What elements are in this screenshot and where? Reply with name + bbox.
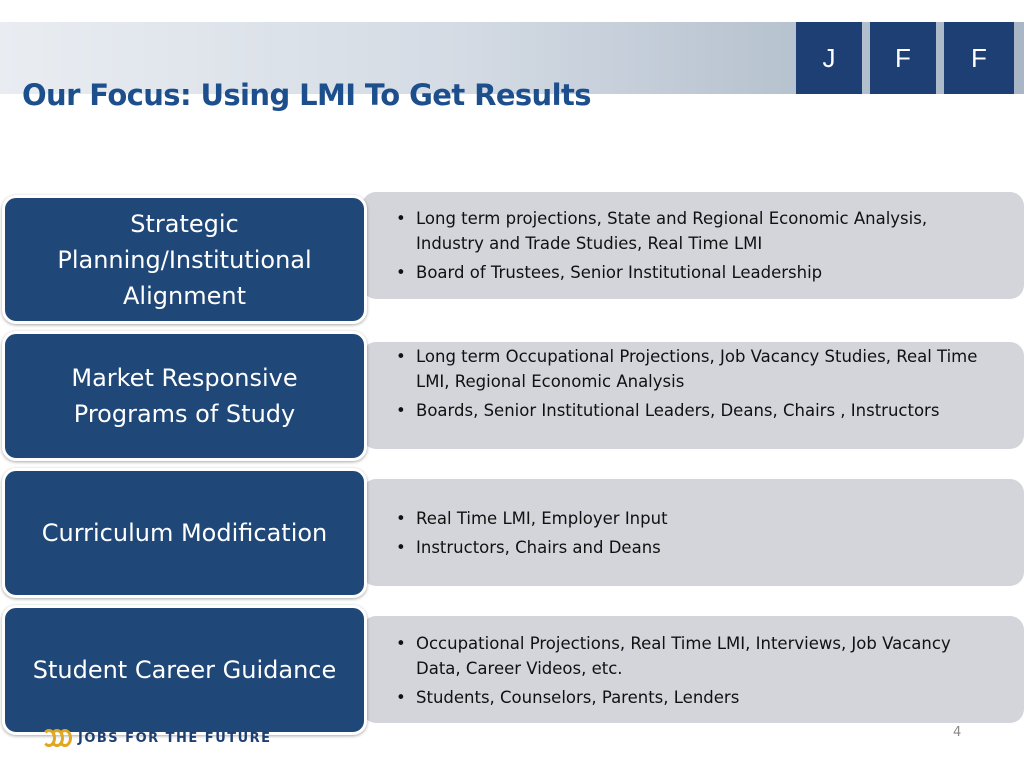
row-1-bullet-1: • Long term projections, State and Regional Economic Analysis, Industry and Trade Studies, Real Time LMI — [392, 206, 1000, 256]
jff-logo — [796, 22, 1014, 94]
row-3-label: Curriculum Modification — [41, 519, 328, 547]
row-4-bullets — [392, 631, 1000, 714]
footer-logo-text: JOBS FOR THE FUTURE — [78, 730, 272, 746]
row-2-label: Market Responsive Programs of Study — [71, 364, 298, 428]
logo-letter-f2: F — [944, 22, 1014, 94]
logo-letter-j: J — [796, 22, 862, 94]
page-number: 4 — [953, 725, 962, 740]
row-4-bullet-1: • Occupational Projections, Real Time LMI, Interviews, Job Vacancy Data, Career Videos, etc. — [392, 631, 1000, 681]
row-3-bullet-2: • Instructors, Chairs and Deans — [392, 535, 1000, 560]
row-2-label-box — [2, 331, 367, 461]
row-3-label-box — [2, 468, 367, 598]
row-4-label: Student Career Guidance — [32, 656, 337, 684]
row-3-bullet-1: • Real Time LMI, Employer Input — [392, 506, 1000, 531]
footer-logo-mark-icon — [42, 727, 74, 749]
row-1-label: Strategic Planning/Institutional Alignment — [57, 209, 312, 310]
slide-title: Our Focus: Using LMI To Get Results — [22, 78, 591, 112]
row-1-bullet-2: • Board of Trustees, Senior Institutional Leadership — [392, 260, 1000, 285]
row-2-bullets — [392, 344, 1000, 427]
footer-logo — [42, 727, 272, 749]
row-3-bullets — [392, 506, 1000, 564]
row-4-label-box — [2, 605, 367, 735]
row-4-bullet-2: • Students, Counselors, Parents, Lenders — [392, 685, 1000, 710]
row-1-bullets — [392, 206, 1000, 289]
row-1-label-box — [2, 195, 367, 324]
row-2-bullet-2: • Boards, Senior Institutional Leaders, Deans, Chairs , Instructors — [392, 398, 1000, 423]
row-2-bullet-1: • Long term Occupational Projections, Job Vacancy Studies, Real Time LMI, Regional Economic Analysis — [392, 344, 1000, 394]
logo-letter-f1: F — [870, 22, 936, 94]
